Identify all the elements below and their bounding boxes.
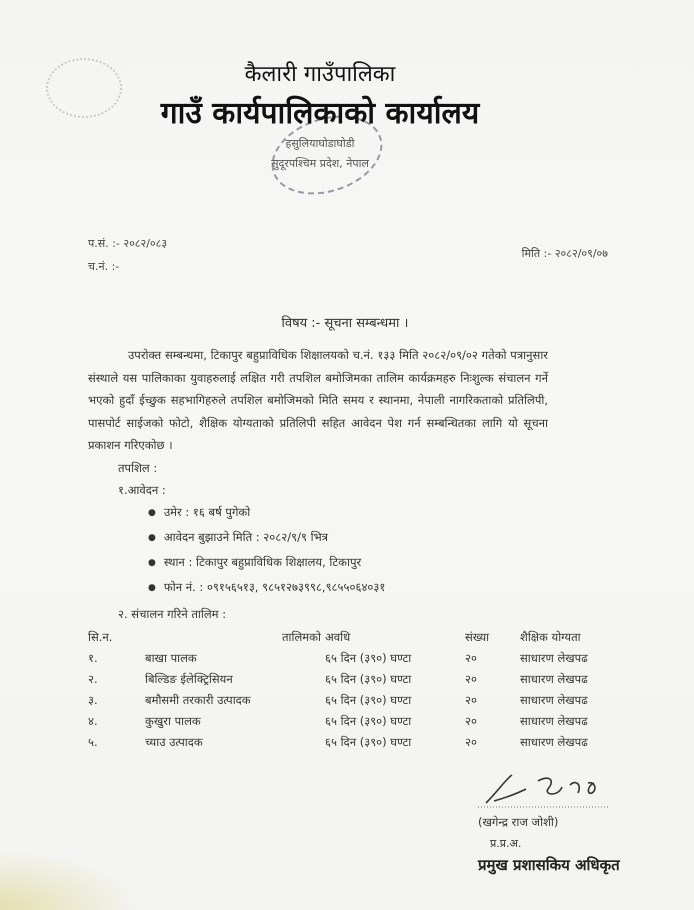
row-qualification: साधारण लेखपढ [520, 671, 588, 686]
table-row [88, 690, 648, 711]
signatory-title: प्रमुख प्रशासकिय अधिकृत [478, 855, 620, 874]
row-sn: २. [88, 671, 98, 686]
row-count: २० [465, 713, 477, 728]
table-row [88, 669, 648, 690]
signatory-abbr: प्र.प्र.अ. [490, 836, 522, 850]
row-count: २० [465, 734, 477, 749]
reference-number: प.सं. :- २०८२/०८३ [88, 237, 168, 250]
address-line-1: हसुलियाघोडाघोडी [285, 137, 355, 150]
section2-title: २. संचालन गरिने तालिम : [118, 606, 227, 621]
letter-meta [88, 232, 608, 278]
row-duration: ६५ दिन (३९०) घण्टा [325, 692, 412, 707]
section1-title: १.आवेदन : [118, 482, 166, 497]
row-count: २० [465, 650, 477, 665]
header-duration: अवधि [325, 629, 351, 644]
row-qualification: साधारण लेखपढ [520, 692, 588, 707]
body-line: प्रतिलिपी, पासपोर्ट साईजको फोटो, शैक्षिक योग्यताको प्रतिलिपी सहित आवेदन पेश गर्न [88, 393, 549, 430]
row-duration: ६५ दिन (३९०) घण्टा [325, 671, 412, 686]
table-row [88, 711, 648, 732]
header-training: तालिमको [282, 629, 321, 644]
table-row [88, 648, 648, 669]
body-line: सम्बन्धितका लागि यो सूचना प्रकाशन गरिएकोछ । [88, 415, 548, 452]
municipality-name: कैलारी गाउँपालिका [244, 62, 396, 87]
subject-line: विषय :- सूचना सम्बन्धमा । [281, 316, 409, 331]
table-row [88, 732, 648, 753]
body-paragraph [88, 344, 548, 457]
row-count: २० [465, 692, 477, 707]
bullet-item: ● उमेर : १६ बर्ष पुगेको [148, 501, 654, 526]
row-count: २० [465, 671, 477, 686]
letter-date: मिति :- २०८२/०९/०७ [521, 247, 608, 260]
training-table [88, 627, 648, 753]
row-sn: १. [88, 650, 98, 665]
row-training: च्याउ उत्पादक [145, 734, 203, 749]
address-line-2: सुदूरपश्चिम प्रदेश, नेपाल [271, 157, 369, 170]
row-training: बिल्डिङ ईलेक्ट्रिसियन [145, 671, 233, 686]
body-line: २०८२/०९/०२ गतेको पत्रानुसार संस्थाले यस पालिकाका युवाहरुलाई लक्षित गरी [88, 348, 548, 385]
row-training: बमौसमी तरकारी उत्पादक [145, 692, 251, 707]
row-duration: ६५ दिन (३९०) घण्टा [325, 734, 412, 749]
body-line: सहभागिहरुले तपशिल बमोजिमको मिति समय र स्थानमा, नेपाली नागरिकताको [170, 393, 504, 407]
header-qualification: शैक्षिक योग्यता [520, 629, 581, 644]
body-line: तपशिल बमोजिमका तालिम कार्यक्रमहरु निःशुल्क संचालन गर्ने भएको हुदाँ ईच्छुक [88, 370, 548, 407]
row-training: कुखुरा पालक [145, 713, 201, 728]
row-qualification: साधारण लेखपढ [520, 734, 588, 749]
office-name: गाउँ कार्यपालिकाको कार्यालय [160, 96, 480, 131]
row-training: बाखा पालक [145, 650, 197, 665]
bullet-item: ● फोन नं. : ०९१५६५१३, ९८५१२७३९९८,९८५५०६४०३१ [148, 576, 654, 601]
details-label: तपशिल : [118, 460, 158, 475]
row-qualification: साधारण लेखपढ [520, 713, 588, 728]
row-sn: ४. [88, 713, 98, 728]
row-sn: ५. [88, 734, 98, 749]
signature [478, 771, 608, 811]
row-duration: ६५ दिन (३९०) घण्टा [325, 650, 412, 665]
row-sn: ३. [88, 692, 98, 707]
letterhead [0, 60, 640, 174]
application-details [88, 501, 654, 601]
bullet-item: ● स्थान : टिकापुर बहुप्राविधिक शिक्षालय, टिकापुर [148, 551, 654, 576]
dispatch-number: च.नं. :- [88, 260, 120, 273]
body-line: उपरोक्त सम्बन्धमा, टिकापुर बहुप्राविधिक शिक्षालयको च.नं. १३३ मिति [128, 348, 419, 362]
header-sn: सि.न. [88, 629, 113, 644]
row-duration: ६५ दिन (३९०) घण्टा [325, 713, 412, 728]
row-qualification: साधारण लेखपढ [520, 650, 588, 665]
signature-block [478, 771, 678, 875]
table-header-row [88, 627, 648, 648]
header-count: संख्या [465, 629, 490, 644]
bullet-item: ● आवेदन बुझाउने मिति : २०८२/९/९ भित्र [148, 526, 654, 551]
signatory-name: (खगेन्द्र राज जोशी) [478, 814, 559, 829]
